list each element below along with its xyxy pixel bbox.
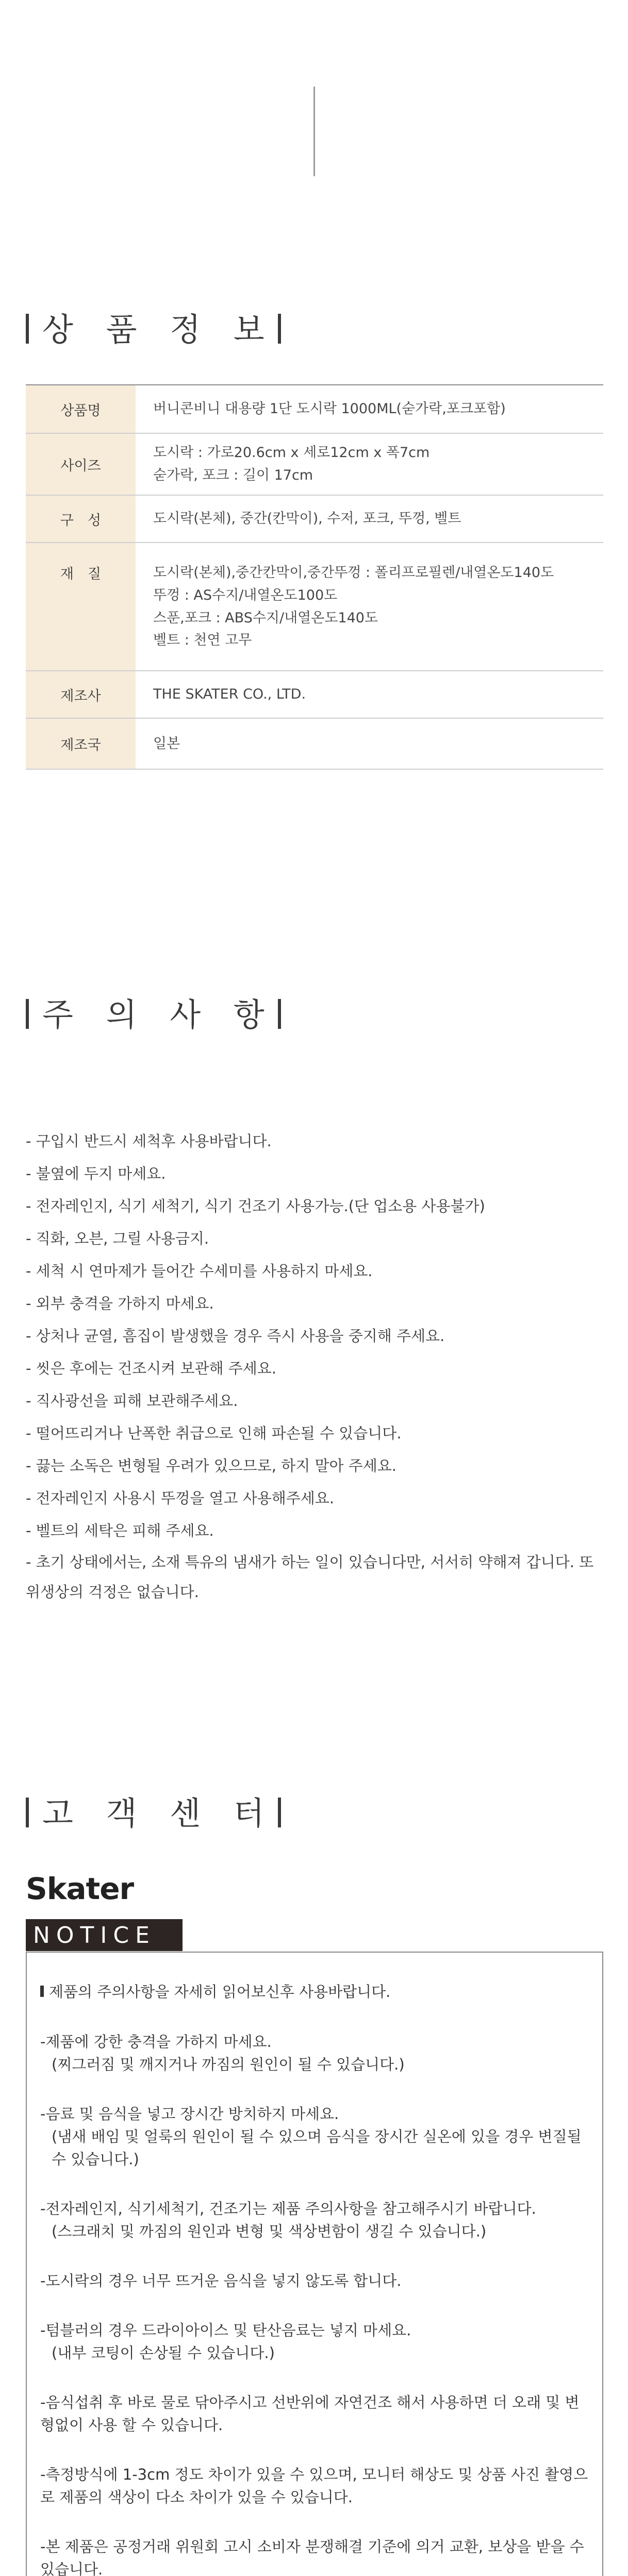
customer-center-heading: 고 객 센 터 <box>26 1788 281 1834</box>
row-value: 버니콘비니 대용량 1단 도시락 1000ML(숟가락,포크포함) <box>153 401 506 417</box>
notice-lead: 제품의 주의사항을 자세히 읽어보신후 사용바랍니다. <box>40 1980 589 2002</box>
list-item: - 상처나 균열, 흠집이 발생했을 경우 즉시 사용을 중지해 주세요. <box>26 1327 445 1345</box>
list-item: - 씻은 후에는 건조시켜 보관해 주세요. <box>26 1360 276 1377</box>
row-label: 구 성 <box>26 496 136 542</box>
notice-list <box>40 2030 589 2576</box>
bullet-icon <box>40 1986 44 1997</box>
list-item: -본 제품은 공정거래 위원회 고시 소비자 분쟁해결 기준에 의거 교환, 보상을 받을 수 있습니다. <box>40 2538 584 2576</box>
top-divider-line <box>313 87 315 176</box>
row-value: 도시락(본체),중간칸막이,중간뚜껑 : 폴리프로필렌/내열온도140도 뚜껑 : AS수지/내열온도100도 스푼,포크 : ABS수지/내열온도140도 벨트 : 천연 고무 <box>153 565 554 649</box>
list-item: -측정방식에 1-3cm 정도 차이가 있을 수 있으며, 모니터 해상도 및 상품 사진 촬영으로 제품의 색상이 다소 차이가 있을 수 있습니다. <box>40 2466 588 2506</box>
list-item: - 전자레인지, 식기 세척기, 식기 건조기 사용가능.(단 업소용 사용불가) <box>26 1197 485 1215</box>
list-item: - 세척 시 연마제가 들어간 수세미를 사용하지 마세요. <box>26 1262 373 1280</box>
list-item: - 전자레인지 사용시 뚜껑을 열고 사용해주세요. <box>26 1489 335 1507</box>
table-row-material <box>26 543 603 671</box>
row-value: 일본 <box>153 735 180 752</box>
list-item: -음료 및 음식을 넣고 장시간 방치하지 마세요. (냄새 배임 및 얼룩의 원인이 될 수 있으며 음식을 장시간 실온에 있을 경우 변질될 수 있습니다.) <box>40 2105 582 2168</box>
table-row-size <box>26 434 603 496</box>
list-item: - 직사광선을 피해 보관해주세요. <box>26 1392 238 1410</box>
table-row-product-name <box>26 385 603 434</box>
notice-badge: NOTICE <box>26 1919 183 1951</box>
table-row-manufacturer <box>26 671 603 719</box>
table-row-country <box>26 719 603 770</box>
row-value: 도시락 : 가로20.6cm x 세로12cm x 폭7cm 숟가락, 포크 : 길이 17cm <box>153 445 430 483</box>
list-item: -제품에 강한 충격을 가하지 마세요. (찌그러짐 및 깨지거나 까짐의 원인이 될 수 있습니다.) <box>40 2033 405 2073</box>
list-item: -도시락의 경우 너무 뜨거운 음식을 넣지 않도록 합니다. <box>40 2272 402 2290</box>
product-info-table <box>26 384 603 770</box>
brand-logo: Skater <box>26 1871 134 1906</box>
row-value: 도시락(본체), 중간(칸막이), 수저, 포크, 뚜껑, 벨트 <box>153 511 461 527</box>
list-item: - 벨트의 세탁은 피해 주세요. <box>26 1522 214 1539</box>
table-row-composition <box>26 496 603 543</box>
row-label: 제조국 <box>26 719 136 769</box>
list-item: - 구입시 반드시 세척후 사용바랍니다. <box>26 1132 272 1150</box>
notice-box <box>26 1952 603 2576</box>
list-item: -음식섭취 후 바로 물로 닦아주시고 선반위에 자연건조 해서 사용하면 더 오래 및 변형없이 사용 할 수 있습니다. <box>40 2394 580 2434</box>
row-label: 제조사 <box>26 671 136 718</box>
list-item: - 직화, 오븐, 그릴 사용금지. <box>26 1230 209 1247</box>
list-item: - 외부 충격을 가하지 마세요. <box>26 1295 214 1312</box>
list-item: - 불옆에 두지 마세요. <box>26 1165 166 1182</box>
row-label: 상품명 <box>26 385 136 433</box>
cautions-heading: 주 의 사 항 <box>26 989 281 1035</box>
list-item: -전자레인지, 식기세척기, 건조기는 제품 주의사항을 참고해주시기 바랍니다. (스크래치 및 까짐의 원인과 변형 및 색상변함이 생길 수 있습니다.) <box>40 2200 536 2240</box>
row-value: THE SKATER CO., LTD. <box>153 686 306 703</box>
list-item: -텀블러의 경우 드라이아이스 및 탄산음료는 넣지 마세요. (내부 코팅이 손상될 수 있습니다.) <box>40 2321 411 2362</box>
list-item: - 떨어뜨리거나 난폭한 취급으로 인해 파손될 수 있습니다. <box>26 1425 402 1442</box>
list-item: - 초기 상태에서는, 소재 특유의 냄새가 하는 일이 있습니다만, 서서히 약해져 갑니다. 또 위생상의 걱정은 없습니다. <box>26 1553 594 1601</box>
row-label: 재 질 <box>26 543 136 670</box>
list-item: - 끓는 소독은 변형될 우려가 있으므로, 하지 말아 주세요. <box>26 1457 396 1475</box>
cautions-list <box>26 1125 603 1607</box>
product-info-heading: 상 품 정 보 <box>26 304 281 350</box>
row-label: 사이즈 <box>26 434 136 495</box>
